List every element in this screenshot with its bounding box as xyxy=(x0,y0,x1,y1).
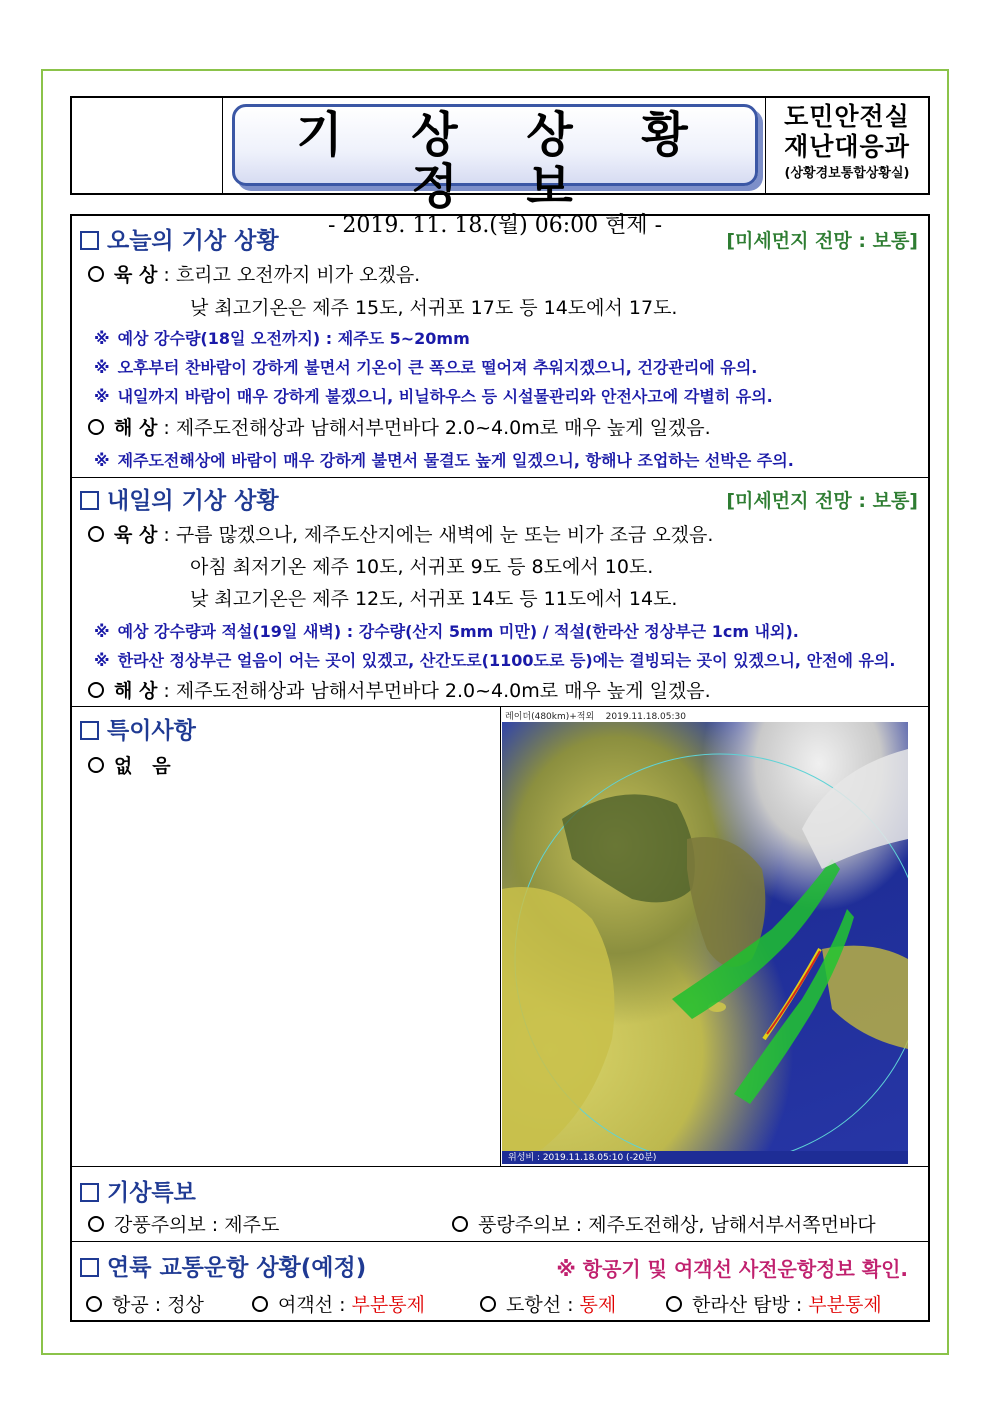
divider xyxy=(72,1241,928,1242)
org-line-1: 도민안전실 xyxy=(784,102,910,131)
radar-map-graphic xyxy=(502,709,908,1164)
checkbox-icon xyxy=(80,1258,99,1277)
reference-mark-icon: ※ xyxy=(94,651,110,670)
reference-mark-icon: ※ xyxy=(94,387,110,406)
circle-bullet-icon xyxy=(88,1216,104,1232)
warning-item-wind: 강풍주의보 : 제주도 xyxy=(88,1210,279,1237)
org-line-2: 재난대응과 xyxy=(784,132,910,161)
circle-bullet-icon xyxy=(88,526,104,542)
today-land-label: 육 상 xyxy=(114,264,158,286)
circle-bullet-icon xyxy=(480,1296,496,1312)
reference-mark-icon: ※ xyxy=(94,622,110,641)
checkbox-icon xyxy=(80,231,99,250)
document-date: - 2019. 11. 18.(월) 06:00 현제 - xyxy=(327,213,663,238)
traffic-ferry: 여객선 : 부분통제 xyxy=(252,1290,425,1317)
tomorrow-land-label: 육 상 xyxy=(114,524,158,546)
radar-satellite-image xyxy=(502,709,908,1164)
satellite-caption: 위성비 : 2019.11.18.05:10 (-20분) xyxy=(508,1153,657,1163)
today-land-line xyxy=(88,260,420,287)
tomorrow-sea-text: : 제주도전해상과 남해서부먼바다 2.0~4.0m로 매우 높게 일겠음. xyxy=(163,680,711,702)
circle-bullet-icon xyxy=(88,682,104,698)
circle-bullet-icon xyxy=(252,1296,268,1312)
title-box xyxy=(232,104,758,238)
weather-report-table xyxy=(70,214,930,1322)
reference-mark-icon: ※ xyxy=(94,358,110,377)
today-note-rain: ※ 예상 강수량(18일 오전까지) : 제주도 5~20mm xyxy=(94,329,470,348)
tomorrow-land-text: : 구름 많겠으나, 제주도산지에는 새벽에 눈 또는 비가 조금 오겠음. xyxy=(163,524,714,546)
tomorrow-note-ice: ※ 한라산 정상부근 얼음이 어는 곳이 있겠고, 산간도로(1100도로 등)에는 결빙되는 곳이 있겠으니, 안전에 유의. xyxy=(94,651,896,670)
tomorrow-sea-label: 해 상 xyxy=(114,680,158,702)
today-dust-forecast: [미세먼지 전망 : 보통] xyxy=(726,230,918,252)
checkbox-icon xyxy=(80,1183,99,1202)
tomorrow-land-line xyxy=(88,520,713,547)
divider xyxy=(72,477,928,478)
today-sea-label: 해 상 xyxy=(114,417,158,439)
today-section-title: 오늘의 기상 상황 xyxy=(80,222,279,255)
traffic-air: 항공 : 정상 xyxy=(86,1290,204,1317)
divider xyxy=(72,1166,928,1167)
divider xyxy=(500,706,501,1166)
circle-bullet-icon xyxy=(452,1216,468,1232)
traffic-section-title: 연륙 교통운항 상황(예정) xyxy=(80,1249,366,1282)
today-sea-text: : 제주도전해상과 남해서부먼바다 2.0~4.0m로 매우 높게 일겠음. xyxy=(163,417,711,439)
reference-mark-icon: ※ xyxy=(94,329,110,348)
circle-bullet-icon xyxy=(86,1296,102,1312)
tomorrow-min-temp: 아침 최저기온 제주 10도, 서귀포 9도 등 8도에서 10도. xyxy=(190,556,654,578)
warning-item-waves: 풍랑주의보 : 제주도전해상, 남해서부서쪽먼바다 xyxy=(452,1210,876,1237)
today-land-temp: 낮 최고기온은 제주 15도, 서귀포 17도 등 14도에서 17도. xyxy=(190,297,678,319)
checkbox-icon xyxy=(80,721,99,740)
org-line-3: (상황경보통합상황실) xyxy=(784,166,910,181)
special-section-title: 특이사항 xyxy=(80,712,196,745)
tomorrow-dust-forecast: [미세먼지 전망 : 보통] xyxy=(726,490,918,512)
document-header xyxy=(70,96,930,238)
today-note-cold: ※ 오후부터 찬바람이 강하게 불면서 기온이 큰 폭으로 떨어져 추워지겠으니, 건강관리에 유의. xyxy=(94,358,758,377)
organization-cell xyxy=(765,98,928,193)
today-land-text: : 흐리고 오전까지 비가 오겠음. xyxy=(163,264,421,286)
radar-caption: 레이더(480km)+적외 2019.11.18.05:30 xyxy=(505,712,686,722)
traffic-island-ferry: 도항선 : 통제 xyxy=(480,1290,616,1317)
circle-bullet-icon xyxy=(666,1296,682,1312)
circle-bullet-icon xyxy=(88,419,104,435)
circle-bullet-icon xyxy=(88,757,104,773)
tomorrow-sea-line xyxy=(88,676,711,703)
today-note-wind: ※ 내일까지 바람이 매우 강하게 불겠으니, 비닐하우스 등 시설물관리와 안전사고에 각별히 유의. xyxy=(94,387,773,406)
document-title: 기 상 상 황 정 보 xyxy=(296,107,714,215)
warnings-section-title: 기상특보 xyxy=(80,1174,196,1207)
header-blank-cell xyxy=(72,98,223,193)
traffic-hallasan: 한라산 탐방 : 부분통제 xyxy=(666,1290,882,1317)
special-item: 없 음 xyxy=(88,751,171,778)
checkbox-icon xyxy=(80,491,99,510)
tomorrow-section-title: 내일의 기상 상황 xyxy=(80,482,279,515)
tomorrow-max-temp: 낮 최고기온은 제주 12도, 서귀포 14도 등 11도에서 14도. xyxy=(190,588,678,610)
today-sea-line xyxy=(88,413,711,440)
tomorrow-note-precip: ※ 예상 강수량과 적설(19일 새벽) : 강수량(산지 5mm 미만) / 적설(한라산 정상부근 1cm 내외). xyxy=(94,622,799,641)
today-note-sea: ※ 제주도전해상에 바람이 매우 강하게 불면서 물결도 높게 일겠으니, 항해나 조업하는 선박은 주의. xyxy=(94,451,794,470)
circle-bullet-icon xyxy=(88,266,104,282)
reference-mark-icon: ※ xyxy=(94,451,110,470)
traffic-notice: ※ 항공기 및 여객선 사전운항정보 확인. xyxy=(556,1257,908,1281)
